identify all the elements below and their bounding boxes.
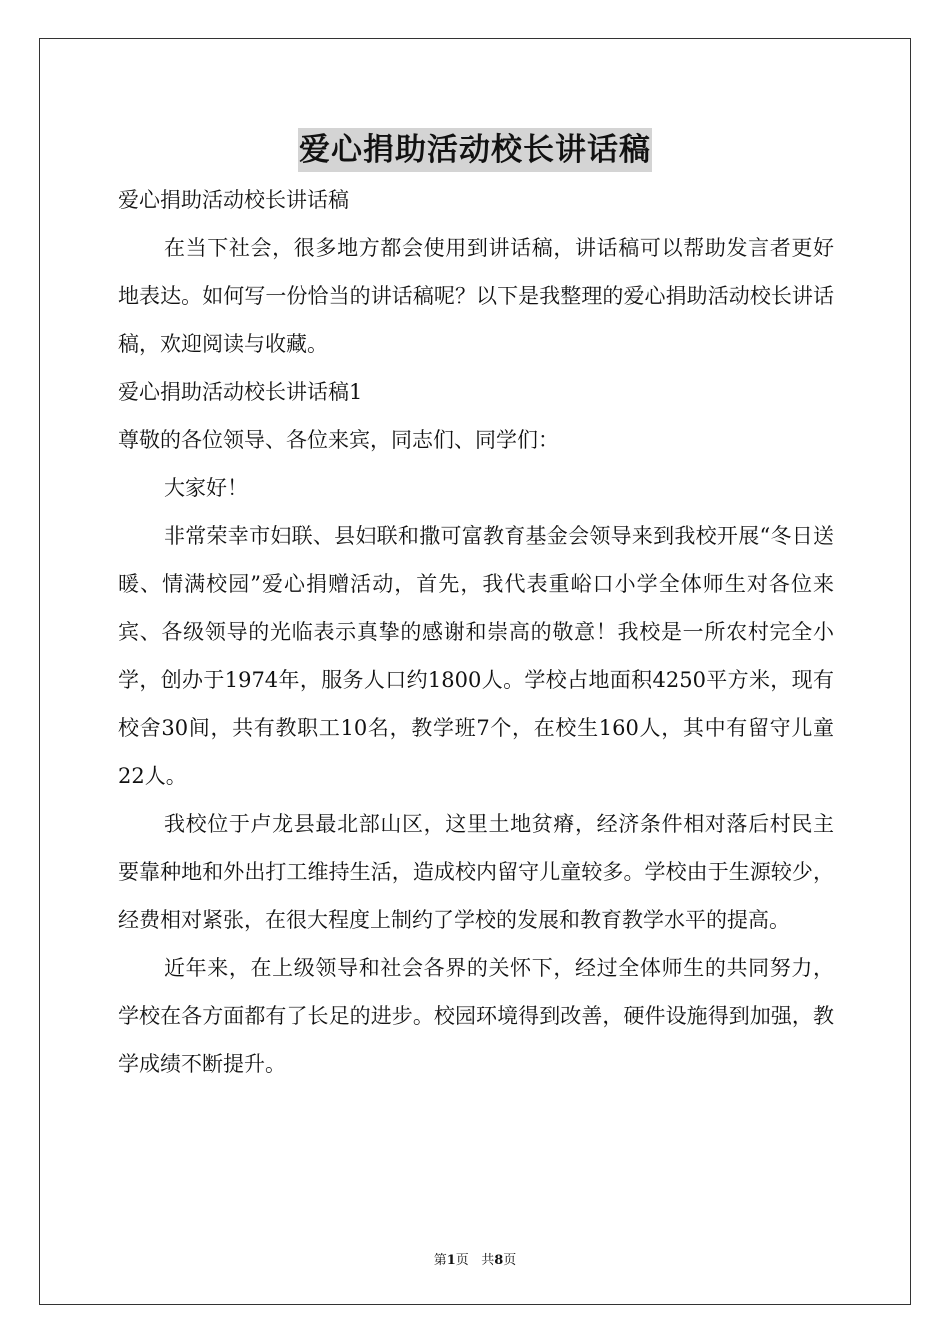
- document-body: [118, 176, 834, 1088]
- salutation: 尊敬的各位领导、各位来宾，同志们、同学们：: [118, 428, 559, 452]
- document-subtitle: 爱心捐助活动校长讲话稿: [118, 188, 349, 212]
- title-container: [0, 128, 950, 172]
- total-prefix: 共: [481, 1253, 495, 1268]
- body-paragraph-2: 我校位于卢龙县最北部山区，这里土地贫瘠，经济条件相对落后村民主要靠种地和外出打工维持生活，造成校内留守儿童较多。学校由于生源较少，经费相对紧张，在很大程度上制约了学校的发展和教育教学水平的提高。: [118, 812, 834, 932]
- section-heading: 爱心捐助活动校长讲话稿1: [118, 380, 363, 404]
- body-paragraph-3: 近年来，在上级领导和社会各界的关怀下，经过全体师生的共同努力，学校在各方面都有了长足的进步。校园环境得到改善，硬件设施得到加强，教学成绩不断提升。: [118, 956, 834, 1076]
- page-total: 8: [494, 1253, 504, 1268]
- body-paragraph-1: 非常荣幸市妇联、县妇联和撒可富教育基金会领导来到我校开展“冬日送暖、情满校园”爱心捐赠活动，首先，我代表重峪口小学全体师生对各位来宾、各级领导的光临表示真挚的感谢和崇高的敬意！我校是一所农村完全小学，创办于1974年，服务人口约1800人。学校占地面积4250平方米，现有校舍30间，共有教职工10名，教学班7个，在校生160人，其中有留守儿童22人。: [118, 524, 834, 788]
- greeting: 大家好！: [164, 476, 248, 500]
- page-prefix: 第: [433, 1253, 447, 1268]
- page-footer: [0, 1249, 950, 1268]
- total-suffix: 页: [503, 1253, 517, 1268]
- document-title: 爱心捐助活动校长讲话稿: [298, 128, 652, 172]
- page-current: 1: [446, 1253, 456, 1268]
- intro-paragraph: 在当下社会，很多地方都会使用到讲话稿，讲话稿可以帮助发言者更好地表达。如何写一份恰当的讲话稿呢？以下是我整理的爱心捐助活动校长讲话稿，欢迎阅读与收藏。: [118, 236, 834, 356]
- page-suffix: 页: [455, 1253, 469, 1268]
